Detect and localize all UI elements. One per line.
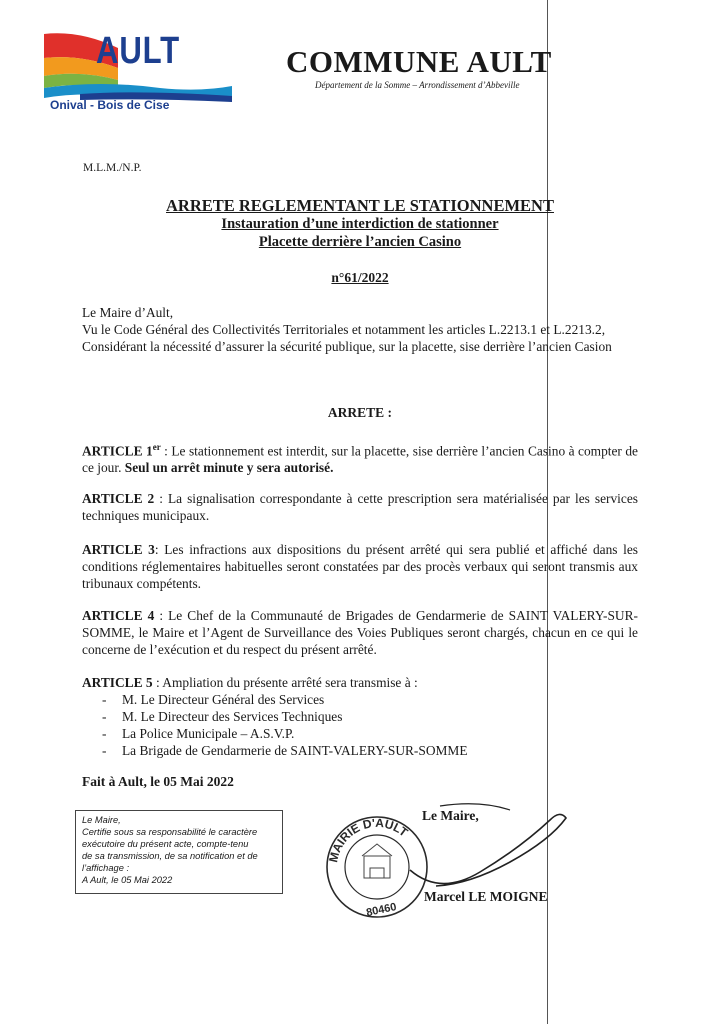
article-1-label: ARTICLE 1	[82, 443, 153, 459]
article-2	[82, 490, 638, 524]
article-5	[82, 674, 638, 759]
article-4-label: ARTICLE 4	[82, 608, 155, 623]
title-block	[80, 196, 640, 251]
preamble-line-2: Vu le Code Général des Collectivités Territoriales et notamment les articles L.2213.1 et L.2213.2,	[82, 322, 606, 337]
article-1	[82, 439, 638, 476]
article-1-text: Le stationnement est interdit, sur la placette, sise derrière l’ancien Casino à compter de ce jour.	[82, 443, 638, 476]
main-title: ARRETE REGLEMENTANT LE STATIONNEMENT	[166, 196, 554, 215]
cert-line: l’affichage :	[82, 863, 130, 873]
logo-wordmark: AULT	[96, 30, 181, 72]
document-reference: M.L.M./N.P.	[83, 162, 142, 174]
article-3-text: Les infractions aux dispositions du présent arrêté qui sera publié et affiché dans les conditions réglementaires habituelles seront constatées par des procès verbaux qui seront transmis aux tribunaux compétents.	[82, 542, 638, 591]
logo-tagline: Onival - Bois de Cise	[50, 98, 170, 112]
preamble-line-3: Considérant la nécessité d’assurer la sécurité publique, sur la placette, sise derrière l’ancien Casion	[82, 339, 612, 354]
article-2-text: La signalisation correspondante à cette prescription sera matérialisée par les services techniques municipaux.	[82, 491, 638, 523]
article-4-sep: :	[154, 608, 169, 623]
preamble-line-1: Le Maire d’Ault,	[82, 305, 174, 320]
stamp-text: MAIRIE D'AULT	[326, 815, 411, 864]
subtitle-1: Instauration d’une interdiction de stationner	[221, 216, 499, 232]
list-item: - La Brigade de Gendarmerie de SAINT-VALERY-SUR-SOMME	[82, 742, 638, 759]
department-line: Département de la Somme – Arrondissement d’Abbeville	[315, 80, 520, 90]
cert-line: de sa transmission, de sa notification et de	[82, 851, 258, 861]
article-1-bold: Seul un arrêt minute y sera autorisé.	[124, 460, 334, 476]
cert-line: Le Maire,	[82, 815, 121, 825]
article-1-sup: er	[152, 442, 161, 452]
article-3	[82, 541, 638, 592]
article-2-sep: :	[154, 491, 168, 506]
cert-line: Certifie sous sa responsabilité le caractère	[82, 827, 258, 837]
stamp-postcode: 80460	[365, 901, 398, 920]
article-5-label: ARTICLE 5	[82, 675, 153, 690]
list-item: - M. Le Directeur des Services Techniques	[82, 708, 638, 725]
cert-line: exécutoire du présent acte, compte-tenu	[82, 839, 249, 849]
cert-line: A Ault, le 05 Mai 2022	[82, 875, 173, 885]
article-4-text: Le Chef de la Communauté de Brigades de Gendarmerie de SAINT VALERY-SUR-SOMME, le Maire et l’Agent de Surveillance des Voies Publiques seront chargés, chacun en ce qui le concerne de l’exécution et du respect du présent arrêté.	[82, 608, 638, 657]
decision-heading: ARRETE :	[327, 405, 393, 420]
done-at-line: Fait à Ault, le 05 Mai 2022	[82, 774, 234, 789]
distribution-list	[82, 691, 638, 759]
list-item: - M. Le Directeur Général des Services	[82, 691, 638, 708]
article-1-sep: :	[160, 443, 172, 459]
list-item: - La Police Municipale – A.S.V.P.	[82, 725, 638, 742]
article-5-text: Ampliation du présente arrêté sera transmise à :	[162, 675, 418, 690]
commune-title: COMMUNE AULT	[286, 44, 552, 79]
article-4	[82, 607, 638, 658]
article-5-sep: :	[152, 675, 163, 690]
article-2-label: ARTICLE 2	[82, 491, 155, 506]
article-3-label: ARTICLE 3	[82, 542, 155, 557]
certification-box	[75, 810, 283, 894]
article-3-sep: :	[154, 542, 165, 557]
preamble	[82, 304, 638, 355]
decree-number: n°61/2022	[331, 270, 389, 285]
signature-role: Le Maire,	[422, 808, 479, 823]
signatory-name: Marcel LE MOIGNE	[424, 889, 548, 904]
subtitle-2: Placette derrière l’ancien Casino	[258, 234, 462, 250]
